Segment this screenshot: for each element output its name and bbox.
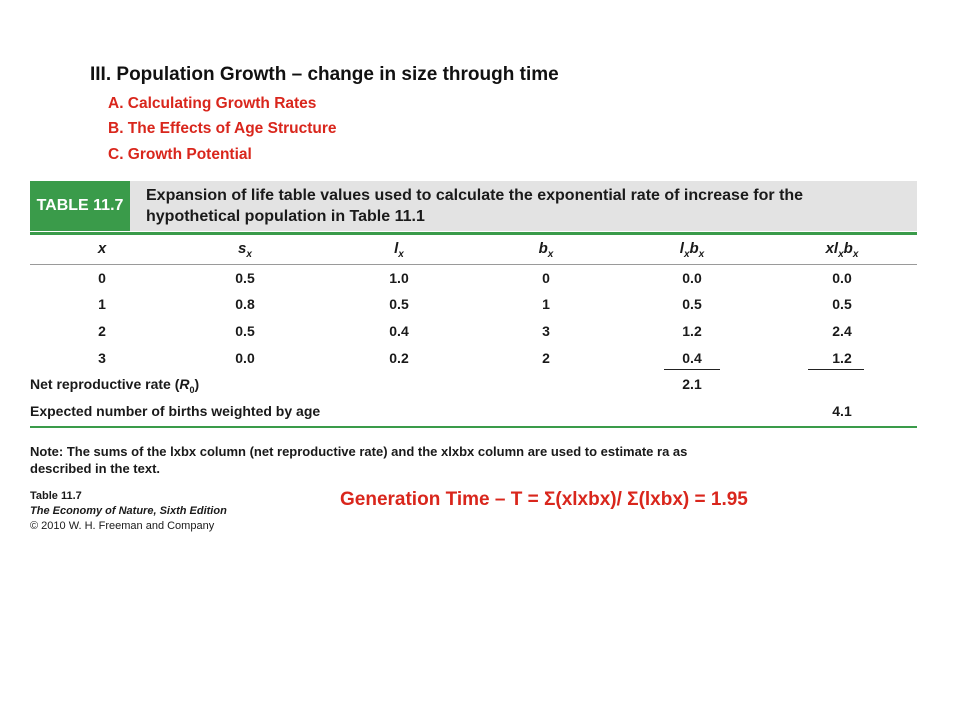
table-caption-line-2: hypothetical population in Table 11.1: [146, 208, 425, 225]
table-top-rule: [30, 232, 917, 235]
cell-bx: 1: [542, 296, 550, 312]
births-weighted-label: Expected number of births weighted by age: [30, 403, 321, 419]
cell-x: 3: [98, 350, 106, 366]
credit-copyright: © 2010 W. H. Freeman and Company: [30, 520, 215, 532]
cell-xlxbx: 1.2: [832, 350, 852, 366]
col-header-sx: $s_x$: [238, 240, 252, 260]
sum-line-lxbx: [664, 369, 720, 370]
cell-lxbx: 1.2: [682, 323, 702, 339]
cell-xlxbx: 2.4: [832, 323, 852, 339]
cell-sx: 0.5: [235, 270, 255, 286]
cell-xlxbx: 0.5: [832, 296, 852, 312]
generation-time-formula: Generation Time – T = Σ(xlxbx)/ Σ(lxbx) = 1.95: [340, 489, 748, 510]
col-header-x: x: [97, 240, 107, 257]
table-caption: [146, 185, 906, 227]
cell-x: 2: [98, 323, 106, 339]
table-bottom-rule: [30, 426, 917, 428]
col-header-lx: $l_x$: [394, 240, 404, 260]
cell-lx: 1.0: [389, 270, 409, 286]
net-reproductive-rate-label: Net reproductive rate $(R_0)$: [30, 376, 200, 395]
cell-sx: 0.8: [235, 296, 255, 312]
cell-sx: 0.0: [235, 350, 255, 366]
cell-x: 1: [98, 296, 106, 312]
cell-sx: 0.5: [235, 323, 255, 339]
table-caption-line-1: Expansion of life table values used to calculate the exponential rate of increase for the: [146, 187, 804, 204]
sum-line-xlxbx: [808, 369, 864, 370]
cell-xlxbx: 0.0: [832, 270, 852, 286]
cell-lx: 0.5: [389, 296, 409, 312]
births-weighted-value: 4.1: [832, 403, 852, 419]
subheading-growth-rates: A. Calculating Growth Rates: [108, 95, 317, 112]
cell-lxbx: 0.5: [682, 296, 702, 312]
cell-bx: 0: [542, 270, 550, 286]
col-header-lxbx: $l_xb_x$: [679, 240, 705, 260]
cell-lx: 0.4: [389, 323, 409, 339]
header-divider: [30, 264, 917, 265]
figure-credit: [30, 489, 227, 534]
table-badge: TABLE 11.7: [30, 181, 130, 231]
net-reproductive-rate-value: 2.1: [682, 376, 702, 392]
cell-bx: 2: [542, 350, 550, 366]
table-note: Note: The sums of the lxbx column (net reproductive rate) and the xlxbx column are used to estimate ra as described in the text.: [30, 444, 688, 476]
subheading-growth-potential: C. Growth Potential: [108, 146, 252, 163]
cell-bx: 3: [542, 323, 550, 339]
cell-lx: 0.2: [389, 350, 409, 366]
cell-x: 0: [98, 270, 106, 286]
cell-lxbx: 0.0: [682, 270, 702, 286]
credit-table-number: Table 11.7: [30, 490, 82, 502]
subheading-age-structure: B. The Effects of Age Structure: [108, 120, 337, 137]
cell-lxbx: 0.4: [682, 350, 702, 366]
col-header-xlxbx: $xl_xb_x$: [825, 240, 859, 260]
col-header-bx: $b_x$: [538, 240, 554, 260]
credit-book-title: The Economy of Nature, Sixth Edition: [30, 505, 227, 517]
slide-heading: III. Population Growth – change in size through time: [90, 64, 559, 85]
